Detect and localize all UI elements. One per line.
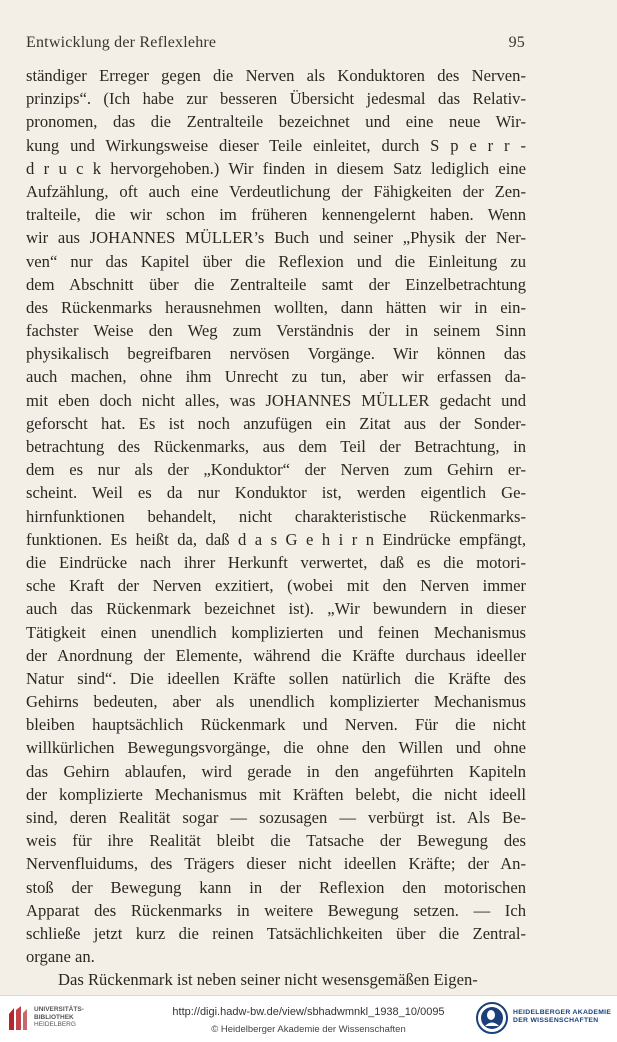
- text-line: scheint. Weil es da nur Konduktor ist, werden eigentlich Ge-: [26, 483, 526, 503]
- text-line: mit eben doch nicht alles, was JOHANNES MÜLLER gedacht und: [26, 390, 526, 410]
- text-line: geforscht hat. Es ist noch anzufügen ein Zitat aus der Sonder-: [26, 413, 526, 433]
- text-line: stoß der Bewegung kann in der Reflexion den motorischen: [26, 877, 526, 897]
- text-line: pronomen, das die Zentralteile bezeichnet und eine neue Wir-: [26, 112, 526, 132]
- text-line: Tätigkeit einen unendlich komplizierten und feinen Mechanismus: [26, 622, 526, 642]
- text-line: kung und Wirkungsweise dieser Teile einleitet, durch S p e r r -: [26, 135, 526, 155]
- text-line: organe an.: [26, 947, 95, 967]
- text-line: dem Abschnitt über die Zentralteile samt der Einzelbetrachtung: [26, 274, 526, 294]
- text-line: tralteile, die wir schon im früheren kennengelernt haben. Wenn: [26, 205, 526, 225]
- text-line: dem es nur als der „Konduktor“ der Nerven zum Gehirn er-: [26, 460, 526, 480]
- text-line: auch machen, ohne ihm Unrecht zu tun, aber wir erfassen da-: [26, 367, 526, 387]
- text-line: Das Rückenmark ist neben seiner nicht wesensgemäßen Eigen-: [58, 970, 478, 990]
- running-header: [26, 34, 525, 52]
- text-line: sche Kraft der Nerven exzitiert, (wobei mit den Nerven immer: [26, 576, 526, 596]
- academy-name: HEIDELBERGER AKADEMIE DER WISSENSCHAFTEN: [513, 1009, 612, 1024]
- text-line: bleiben hauptsächlich Rückenmark und Nerven. Für die nicht: [26, 715, 526, 735]
- text-line: weis für ihre Realität bleibt die Tatsache der Bewegung des: [26, 831, 526, 851]
- text-line: wir aus JOHANNES MÜLLER’s Buch und seiner „Physik der Ner-: [26, 228, 526, 248]
- text-line: betrachtung des Rückenmarks, aus dem Teil der Betrachtung, in: [26, 437, 526, 456]
- text-line: der Anordnung der Elemente, während die Kräfte durchaus ideeller: [26, 645, 526, 665]
- text-line: Gehirns bedeuten, aber als unendlich komplizierter Mechanismus: [26, 692, 526, 712]
- permalink-url[interactable]: http://digi.hadw-bw.de/view/sbhadwmnkl_1938_10/0095: [172, 1006, 445, 1018]
- text-line: Nervenfluidums, des Trägers dieser nicht ideellen Kräfte; der An-: [26, 854, 526, 874]
- running-title: Entwicklung der Reflexlehre: [26, 34, 217, 51]
- library-name: UNIVERSITÄTS- BIBLIOTHEK HEIDELBERG: [34, 1006, 84, 1028]
- text-line: auch das Rückenmark bezeichnet ist). „Wir bewundern in dieser: [26, 599, 526, 619]
- footer-bar: [0, 995, 617, 1042]
- text-line: Natur sind“. Die ideellen Kräfte sollen natürlich die Kräfte des: [26, 668, 526, 688]
- text-line: prinzips“. (Ich habe zur besseren Übersicht jedesmal das Relativ-: [26, 89, 526, 109]
- text-line: willkürlichen Bewegungsvorgänge, die ohne den Willen und ohne: [26, 738, 526, 758]
- text-line: sind, deren Realität sogar — sozusagen — verbürgt ist. Als Be-: [26, 808, 526, 827]
- text-line: ständiger Erreger gegen die Nerven als Konduktoren des Nerven-: [26, 66, 526, 85]
- text-line: die Eindrücke nach ihrer Herkunft verwertet, daß es die motori-: [26, 552, 526, 572]
- text-line: ven“ nur das Kapitel über die Reflexion und die Einleitung zu: [26, 251, 526, 271]
- text-line: das Gehirn ablaufen, wird gerade in den angeführten Kapiteln: [26, 761, 526, 781]
- text-line: physikalisch begreifbaren nervösen Vorgänge. Wir können das: [26, 344, 526, 364]
- text-line: Apparat des Rückenmarks in weitere Bewegung setzen. — Ich: [26, 900, 526, 920]
- text-line: hirnfunktionen behandelt, nicht charakteristische Rückenmarks-: [26, 506, 526, 526]
- text-line: Aufzählung, oft auch eine Verdeutlichung der Fähigkeiten der Zen-: [26, 181, 526, 201]
- text-line: der komplizierte Mechanismus mit Kräften belebt, die nicht ideell: [26, 784, 526, 804]
- text-line: d r u c k hervorgehoben.) Wir finden in diesem Satz lediglich eine: [26, 158, 526, 178]
- text-line: des Rückenmarks herausnehmen wollten, dann hätten wir in ein-: [26, 297, 526, 317]
- text-line: funktionen. Es heißt da, daß d a s G e h i r n Eindrücke empfängt,: [26, 529, 526, 549]
- academy-seal-icon: [476, 1002, 508, 1034]
- body-text: [26, 64, 526, 992]
- page-number: 95: [508, 34, 525, 51]
- text-line: schließe jetzt kurz die reinen Tatsächlichkeiten über die Zentral-: [26, 923, 526, 943]
- copyright-notice: © Heidelberger Akademie der Wissenschaften: [211, 1024, 406, 1035]
- text-line: fachster Weise den Weg zum Verständnis der in seinem Sinn: [26, 321, 526, 341]
